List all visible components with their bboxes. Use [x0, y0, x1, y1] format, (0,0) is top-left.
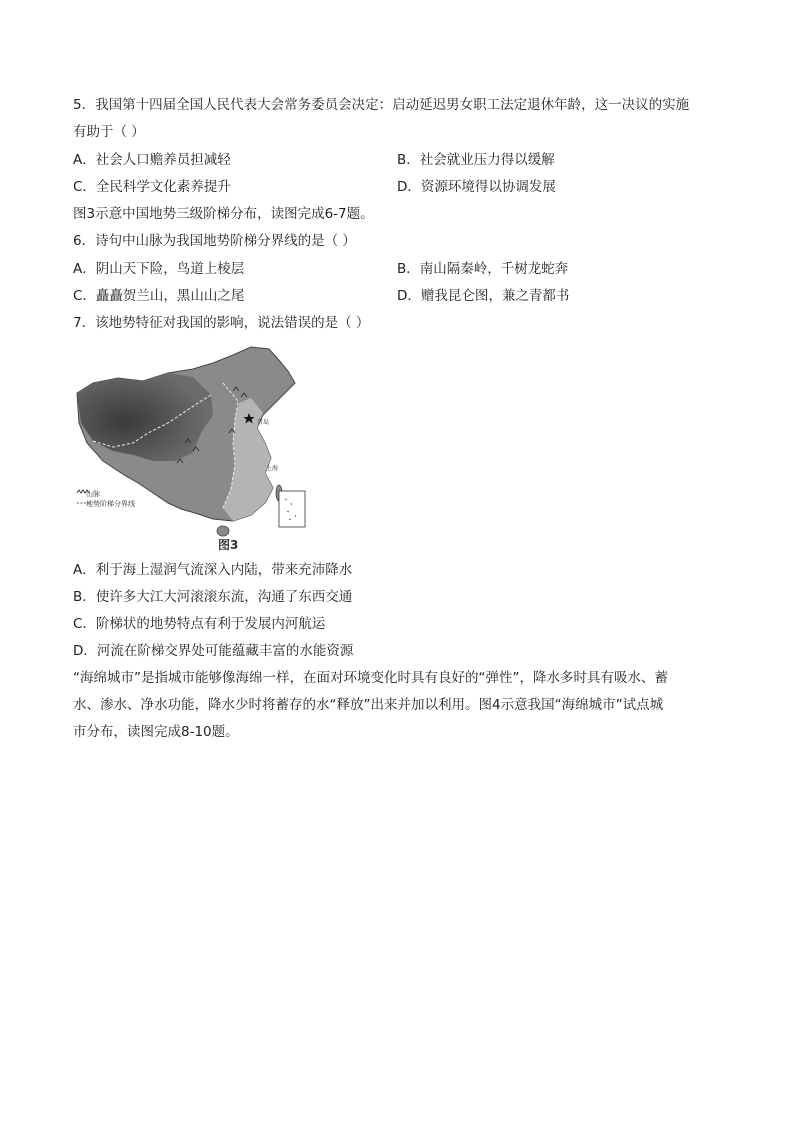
- south-china-sea-inset: [279, 491, 305, 527]
- sponge-city-line2: 水、渗水、净水功能，降水少时将蓄存的水“释放”出来并加以利用。图4示意我国“海绵城市”试点城: [73, 697, 664, 713]
- q5-option-a: A．社会人口赡养员担减轻: [73, 152, 231, 168]
- intro-6-7: 图3示意中国地势三级阶梯分布，读图完成6-7题。: [73, 206, 374, 222]
- q7-option-c: C．阶梯状的地势特点有利于发展内河航运: [73, 616, 326, 632]
- q5-option-c: C．全民科学文化素养提升: [73, 179, 231, 195]
- city-label-qingdao: 青岛: [257, 419, 270, 426]
- figure-3-caption: 图3: [218, 538, 239, 552]
- q7-option-b: B．使许多大江大河滚滚东流，沟通了东西交通: [73, 589, 353, 605]
- sponge-city-line1: “海绵城市”是指城市能够像海绵一样，在面对环境变化时具有良好的“弹性”，降水多时具有吸水、蓄: [73, 670, 668, 686]
- q5-option-d: D．资源环境得以协调发展: [397, 179, 556, 195]
- q5-stem-line1: 5．我国第十四届全国人民代表大会常务委员会决定：启动延迟男女职工法定退休年龄，这一决议的实施: [73, 97, 690, 113]
- q7-stem: 7．该地势特征对我国的影响，说法错误的是（ ）: [73, 315, 370, 331]
- q6-option-a: A．阴山天下险，鸟道上棱层: [73, 261, 245, 277]
- q6-stem: 6．诗句中山脉为我国地势阶梯分界线的是（ ）: [73, 233, 356, 249]
- q5-stem-line2: 有助于（ ）: [73, 124, 145, 140]
- q6-option-d: D．赠我昆仑图，兼之青都书: [397, 288, 570, 304]
- q7-option-d: D．河流在阶梯交界处可能蕴藏丰富的水能资源: [73, 643, 354, 659]
- legend-boundary-label: 地势阶梯分界线: [86, 500, 135, 508]
- q7-option-a: A．利于海上湿润气流深入内陆，带来充沛降水: [73, 562, 353, 578]
- q5-option-b: B．社会就业压力得以缓解: [397, 152, 555, 168]
- city-label-shanghai: 上海: [266, 465, 279, 472]
- hainan-island: [217, 526, 229, 536]
- q6-option-b: B．南山隔秦岭，千树龙蛇奔: [397, 261, 569, 277]
- figure-3-china-terrain-map: [73, 343, 309, 553]
- q6-option-c: C．矗矗贺兰山，黑山山之尾: [73, 288, 245, 304]
- sponge-city-line3: 市分布，读图完成8-10题。: [73, 724, 239, 740]
- legend-mountain-label: 山脉: [86, 490, 100, 498]
